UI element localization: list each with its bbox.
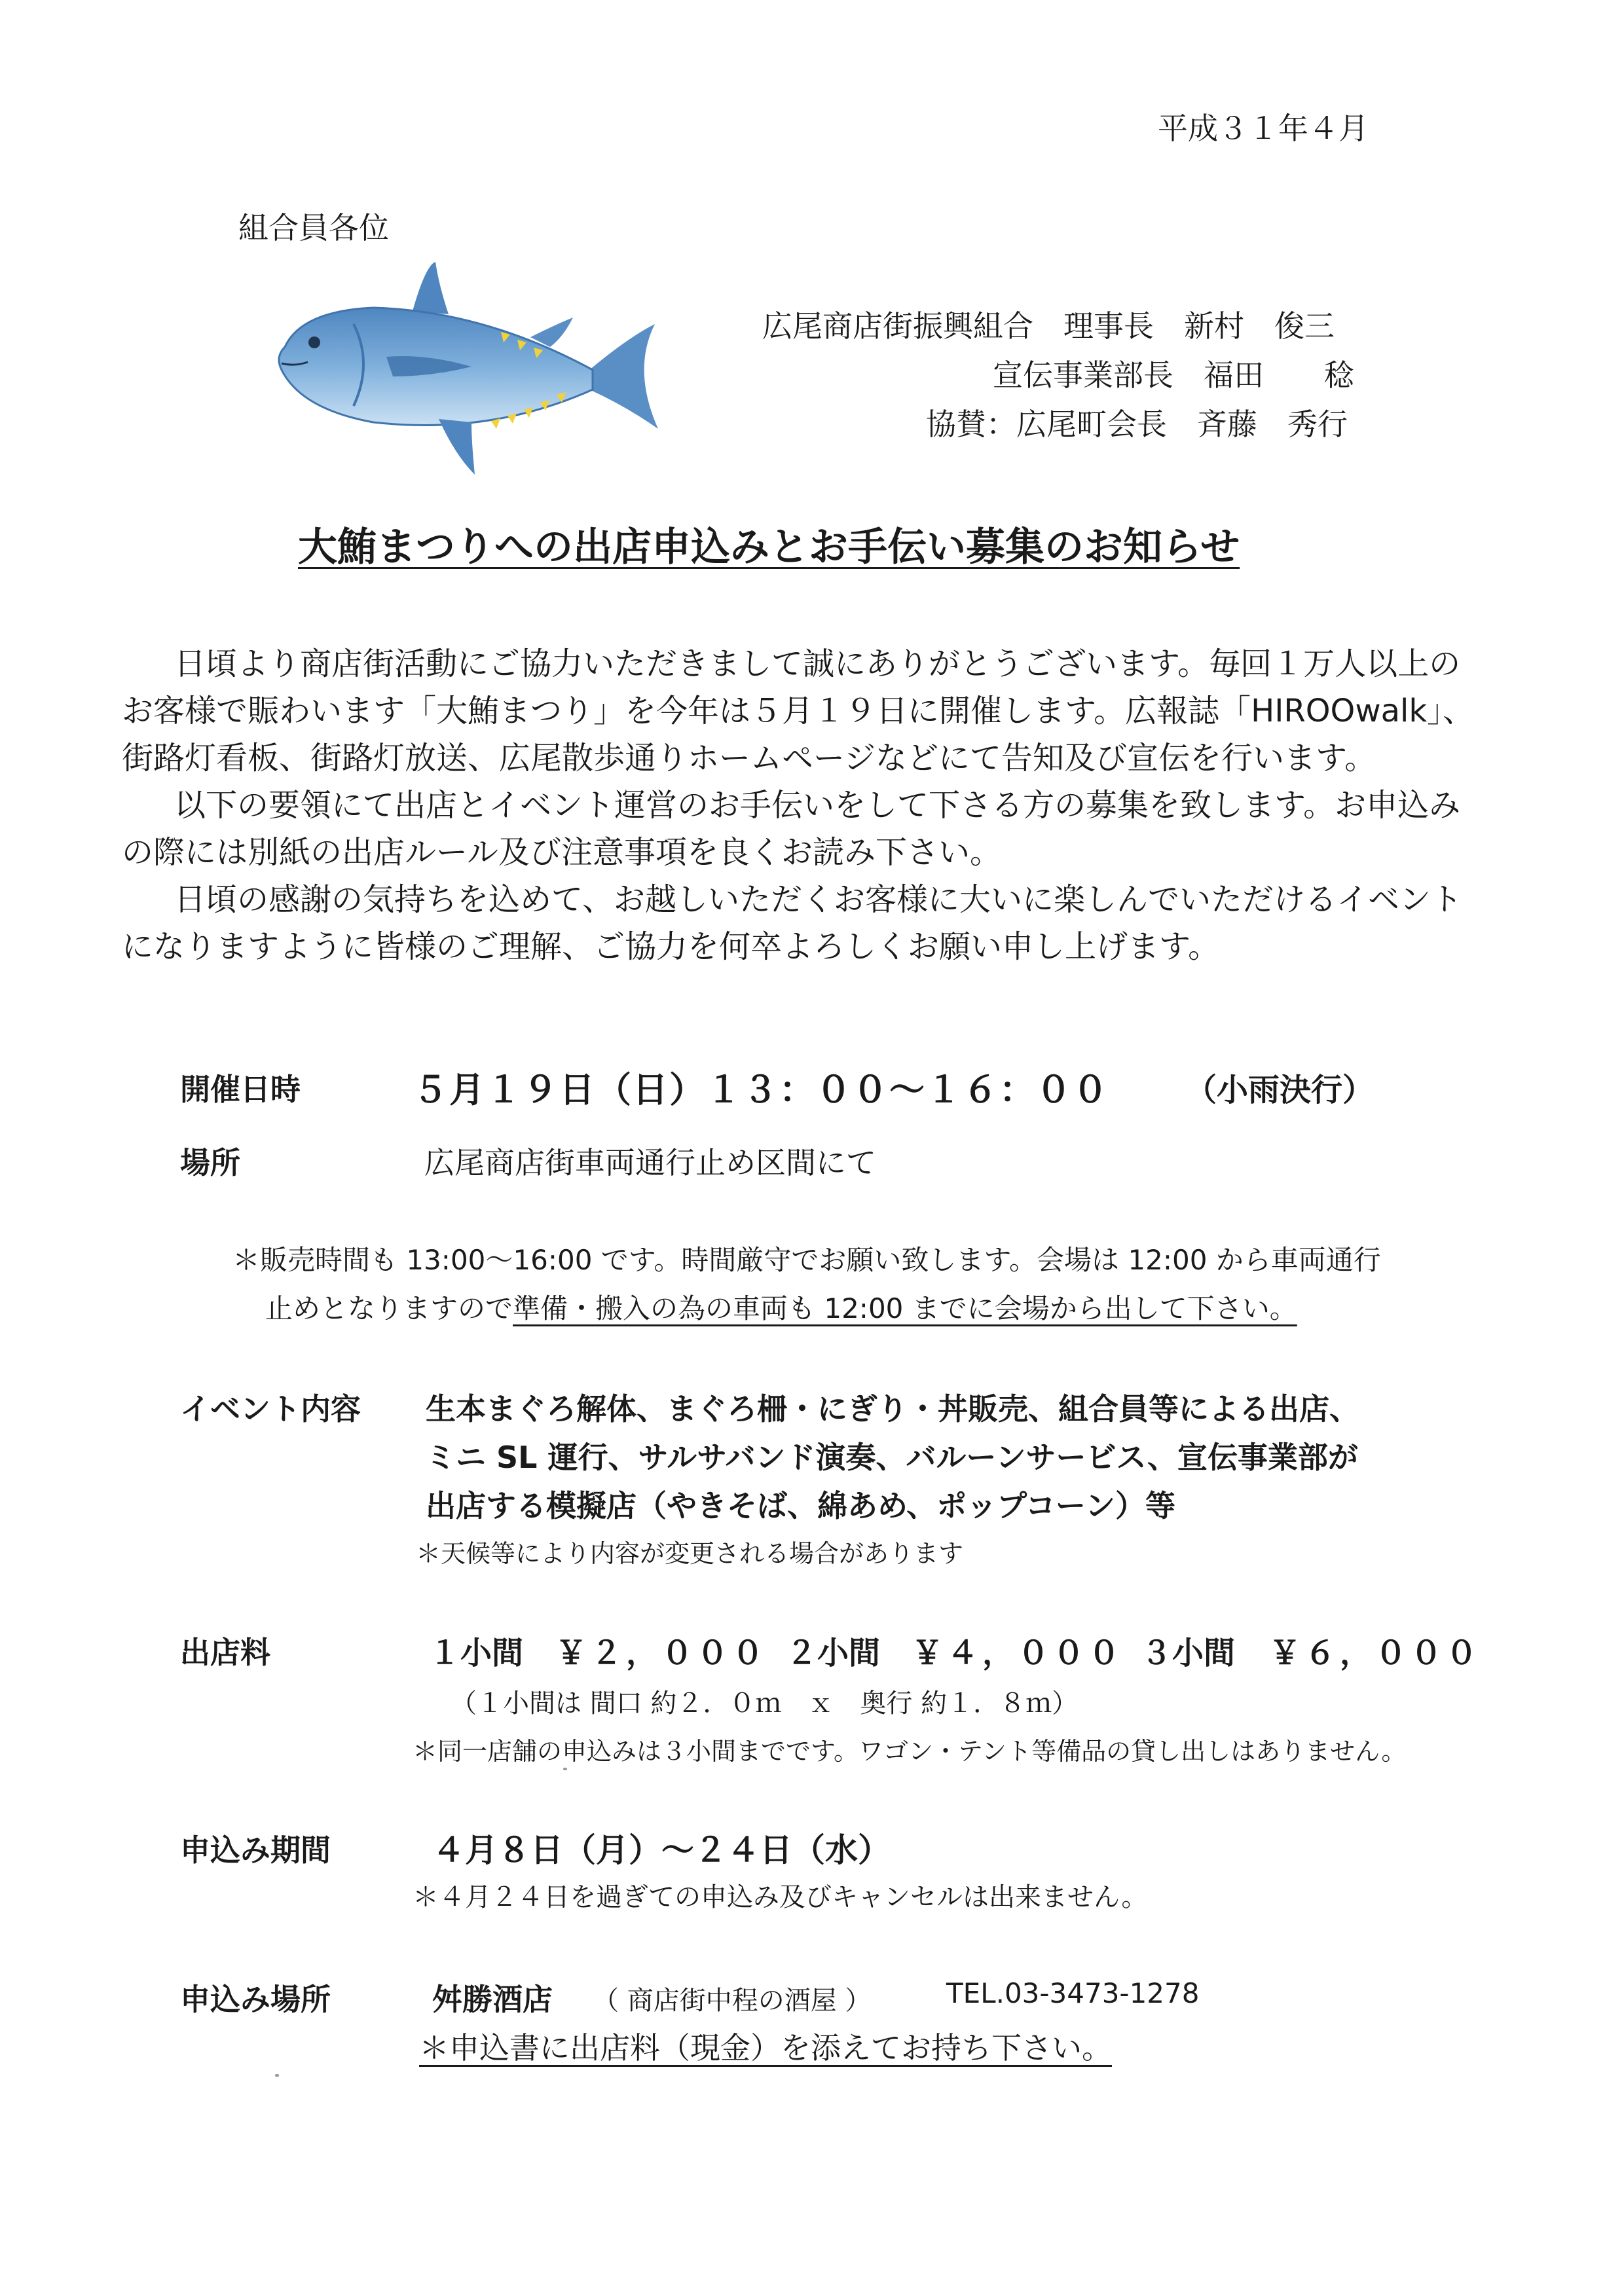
- time-notice-plain: 止めとなりますので: [265, 1292, 513, 1324]
- location-shop-note: （ 商店街中程の酒屋 ）: [593, 1986, 872, 2016]
- sender-line-chairman: 広尾商店街振興組合 理事長 新村 俊三: [762, 308, 1335, 344]
- fee-size-note: （１小間は 間口 約２．０ｍ ｘ 奥行 約１．８ｍ）: [451, 1688, 1079, 1719]
- scan-speck: [275, 2074, 279, 2077]
- fee-limit-note: ＊同一店舗の申込みは３小間までです。ワゴン・テント等備品の貸し出しはありません。: [413, 1737, 1407, 1766]
- event-line-1: 生本まぐろ解体、まぐろ柵・にぎり・丼販売、組合員等による出店、: [426, 1391, 1359, 1427]
- sender-line-sponsor: 協賛：広尾町会長 斉藤 秀行: [926, 407, 1348, 442]
- fee-price-3: ￥６，０００: [1269, 1635, 1482, 1671]
- place-value: 広尾商店街車両通行止め区間にて: [424, 1145, 876, 1180]
- period-value: ４月８日（月）〜２４日（水）: [432, 1831, 891, 1869]
- fee-price-1: ￥２，０００: [555, 1635, 768, 1671]
- place-label: 場所: [180, 1145, 240, 1180]
- page-title: 大鮪まつりへの出店申込みとお手伝い募集のお知らせ: [298, 524, 1240, 570]
- time-notice-line2: [265, 1287, 1297, 1326]
- period-label: 申込み期間: [180, 1832, 331, 1868]
- intro-paragraph-1: 日頃より商店街活動にご協力いただきまして誠にありがとうございます。毎回１万人以上のお客様で賑わいます「大鮪まつり」を今年は５月１９日に開催します。広報誌「HIROOwalk」、街路灯看板、街路灯放送、広尾散歩通りホームページなどにて告知及び宣伝を行います。: [122, 646, 1475, 776]
- event-note: ＊天候等により内容が変更される場合があります: [416, 1539, 964, 1568]
- fee-label: 出店料: [180, 1635, 270, 1670]
- location-shop: 舛勝酒店: [432, 1982, 553, 2017]
- location-tel: TEL.03-3473-1278: [946, 1977, 1200, 2009]
- scan-speck: [563, 1768, 567, 1770]
- sender-line-publicity: 宣伝事業部長 福田 稔: [993, 357, 1354, 393]
- location-label: 申込み場所: [180, 1982, 331, 2017]
- intro-paragraph-2: 以下の要領にて出店とイベント運営のお手伝いをして下さる方の募集を致します。お申込みの際には別紙の出店ルール及び注意事項を良くお読み下さい。: [122, 787, 1461, 871]
- tuna-fish-icon: [275, 259, 661, 484]
- datetime-value: ５月１９日（日）１３：００〜１６：００: [413, 1069, 1109, 1110]
- intro-paragraph-3: 日頃の感謝の気持ちを込めて、お越しいただくお客様に大いに楽しんでいただけるイベントになりますように皆様のご理解、ご協力を何卒よろしくお願い申し上げます。: [122, 881, 1463, 965]
- time-notice-line1: ＊販売時間も 13:00〜16:00 です。時間厳守でお願い致します。会場は 12:00 から車両通行: [232, 1244, 1381, 1276]
- event-label: イベント内容: [180, 1391, 361, 1427]
- event-line-2: ミニ SL 運行、サルサバンド演奏、バルーンサービス、宣伝事業部が: [426, 1440, 1358, 1475]
- fee-unit-1: １小間: [429, 1635, 524, 1671]
- fee-unit-3: ３小間: [1141, 1635, 1236, 1671]
- period-note: ＊４月２４日を過ぎての申込み及びキャンセルは出来ません。: [413, 1882, 1148, 1912]
- location-note: ＊申込書に出店料（現金）を添えてお持ち下さい。: [419, 2030, 1112, 2066]
- issue-date: 平成３１年４月: [1158, 111, 1369, 146]
- intro-text: [122, 640, 1490, 970]
- datetime-note: （小雨決行）: [1185, 1072, 1375, 1108]
- fee-unit-2: ２小間: [786, 1635, 881, 1671]
- addressee: 組合員各位: [238, 210, 389, 246]
- datetime-label: 開催日時: [180, 1072, 301, 1107]
- time-notice-underlined: 準備・搬入の為の車両も 12:00 までに会場から出して下さい。: [513, 1292, 1297, 1324]
- event-line-3: 出店する模擬店（やきそば、綿あめ、ポップコーン）等: [426, 1488, 1175, 1523]
- fee-price-2: ￥４，０００: [912, 1635, 1124, 1671]
